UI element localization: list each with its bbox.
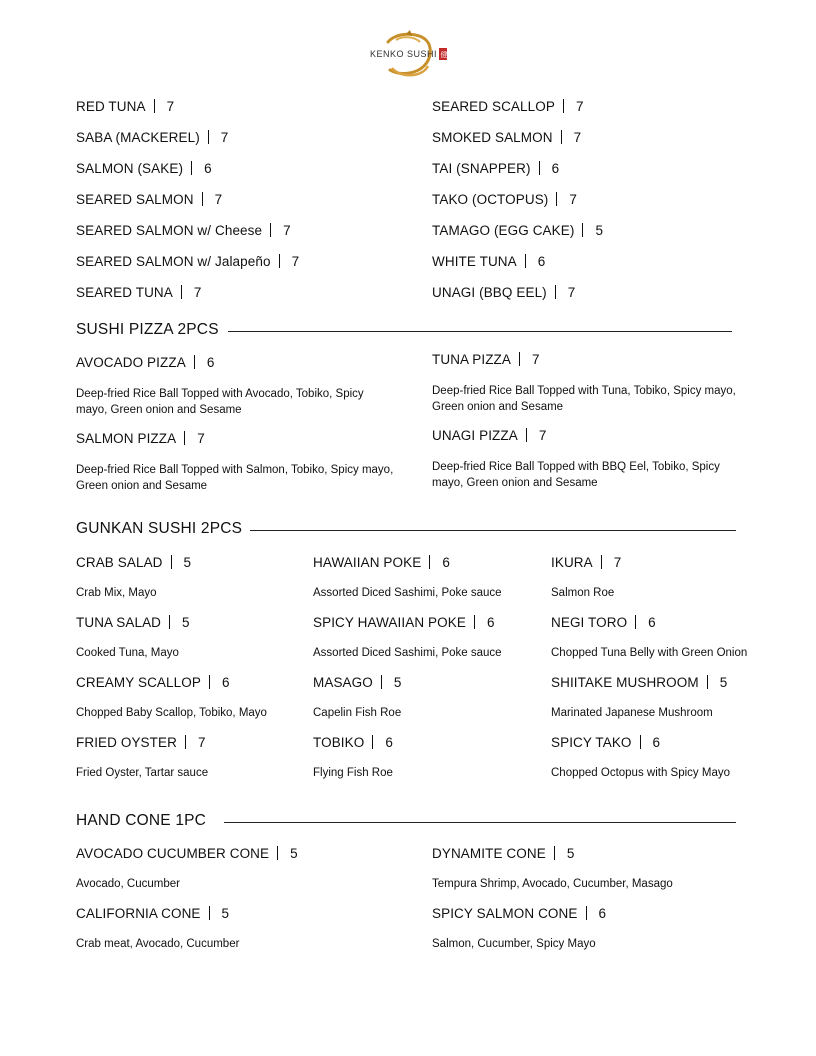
separator [563,99,564,113]
item-description: Chopped Tuna Belly with Green Onion [551,647,748,659]
item-name: SEARED SALMON w/ Jalapeño [76,254,271,269]
item-price: 6 [537,254,546,269]
item-name: SALMON PIZZA [76,431,177,446]
item-price: 5 [595,223,604,238]
item-name: CREAMY SCALLOP [76,675,201,690]
item-price: 7 [220,130,229,145]
menu-item [551,615,656,631]
kenko-sushi-logo [366,30,450,82]
menu-item [76,192,222,208]
item-price: 5 [393,675,402,690]
menu-item [551,735,660,751]
item-price: 6 [648,615,656,630]
menu-item [76,675,230,691]
item-price: 7 [283,223,291,238]
separator [181,285,182,299]
menu-item [76,285,201,301]
item-price: 7 [291,254,300,269]
item-name: RED TUNA [76,99,146,114]
item-description: Avocado, Cucumber [76,878,180,890]
menu-item [551,555,621,571]
separator [556,192,557,206]
menu-item [76,431,205,447]
item-price: 7 [166,99,175,114]
item-name: UNAGI PIZZA [432,428,518,443]
item-name: TOBIKO [313,735,365,750]
menu-item [432,428,546,444]
item-price: 7 [197,735,206,750]
separator [191,161,192,175]
separator [202,192,203,206]
item-price: 5 [290,846,298,861]
item-description: Capelin Fish Roe [313,707,402,719]
item-price: 7 [193,285,202,300]
separator [474,615,475,629]
item-name: HAWAIIAN POKE [313,555,422,570]
item-name: TUNA SALAD [76,615,162,630]
menu-item [313,675,401,691]
menu-item [76,99,174,115]
item-price: 7 [214,192,223,207]
menu-item [313,555,450,571]
separator [209,906,210,920]
menu-item [313,735,393,751]
item-name: IKURA [551,555,593,570]
separator [586,906,587,920]
separator [554,846,555,860]
item-price: 7 [573,130,582,145]
item-name: CALIFORNIA CONE [76,906,201,921]
item-price: 7 [575,99,584,114]
menu-item [432,846,574,862]
separator [372,735,373,749]
item-description: Cooked Tuna, Mayo [76,647,179,659]
item-price: 5 [183,555,192,570]
item-description: Chopped Octopus with Spicy Mayo [551,767,730,779]
item-description: Tempura Shrimp, Avocado, Cucumber, Masago [432,878,673,890]
menu-item [432,285,575,301]
item-description: Fried Oyster, Tartar sauce [76,767,209,779]
item-price: 5 [182,615,190,630]
item-name: TUNA PIZZA [432,352,512,367]
item-name: TAKO (OCTOPUS) [432,192,549,207]
menu-item [76,846,298,862]
item-name: MASAGO [313,675,373,690]
separator [169,615,170,629]
item-name: AVOCADO PIZZA [76,355,186,370]
separator [171,555,172,569]
separator [519,352,520,366]
item-price: 6 [442,555,450,570]
item-name: WHITE TUNA [432,254,517,269]
item-price: 7 [197,431,205,446]
menu-item [432,906,606,922]
menu-item [432,352,540,368]
section-title-hand-cone: HAND CONE 1PC [76,812,207,829]
menu-item [76,223,291,239]
menu-item [76,555,191,571]
menu-item [432,254,545,270]
separator [184,431,185,445]
item-description: Salmon Roe [551,587,615,599]
menu-item [76,615,190,631]
item-name: TAMAGO (EGG CAKE) [432,223,575,238]
item-description: Deep-fried Rice Ball Topped with Avocado, Tobiko, Spicy mayo, Green onion and Sesame [76,388,364,416]
item-name: NEGI TORO [551,615,628,630]
separator [539,161,540,175]
item-description: Chopped Baby Scallop, Tobiko, Mayo [76,707,267,719]
item-price: 6 [486,615,495,630]
item-description: Deep-fried Rice Ball Topped with Salmon, Tobiko, Spicy mayo, Green onion and Sesame [76,464,394,492]
menu-item [432,130,581,146]
menu-item [432,161,559,177]
item-description: Crab Mix, Mayo [76,587,157,599]
separator [640,735,641,749]
item-price: 6 [652,735,661,750]
menu-item [76,130,228,146]
item-name: SPICY SALMON CONE [432,906,578,921]
item-price: 6 [385,735,393,750]
menu-item [432,192,577,208]
section-divider [250,530,736,531]
item-name: UNAGI (BBQ EEL) [432,285,547,300]
svg-text:健: 健 [440,51,448,59]
item-name: SEARED TUNA [76,285,173,300]
item-description: Assorted Diced Sashimi, Poke sauce [313,647,502,659]
separator [208,130,209,144]
separator [270,223,271,237]
item-name: AVOCADO CUCUMBER CONE [76,846,270,861]
separator [279,254,280,268]
separator [154,99,155,113]
item-name: DYNAMITE CONE [432,846,546,861]
separator [277,846,278,860]
menu-item [76,735,206,751]
item-name: FRIED OYSTER [76,735,177,750]
menu-item [76,355,214,371]
item-name: TAI (SNAPPER) [432,161,531,176]
separator [194,355,195,369]
menu-item [76,254,299,270]
item-description: Crab meat, Avocado, Cucumber [76,938,240,950]
item-price: 6 [206,355,215,370]
separator [601,555,602,569]
item-price: 6 [221,675,230,690]
item-description: Flying Fish Roe [313,767,393,779]
item-name: SEARED SALMON w/ Cheese [76,223,263,238]
menu-item [432,99,584,115]
item-price: 5 [719,675,728,690]
separator [429,555,430,569]
separator [381,675,382,689]
section-divider [224,822,736,823]
menu-item [76,161,212,177]
item-description: Marinated Japanese Mushroom [551,707,713,719]
separator [582,223,583,237]
item-description: Salmon, Cucumber, Spicy Mayo [432,938,596,950]
item-name: SHIITAKE MUSHROOM [551,675,699,690]
item-price: 7 [567,285,576,300]
item-name: SMOKED SALMON [432,130,553,145]
menu-item [76,906,229,922]
separator [209,675,210,689]
section-divider [228,331,732,332]
dragon-logo-icon [366,30,450,82]
separator [525,254,526,268]
separator [635,615,636,629]
separator [561,130,562,144]
separator [526,428,527,442]
menu-item [313,615,495,631]
menu-item [551,675,727,691]
separator [185,735,186,749]
item-name: SEARED SALMON [76,192,194,207]
section-title-sushi-pizza: SUSHI PIZZA 2PCS [76,321,219,338]
item-price: 6 [551,161,560,176]
separator [707,675,708,689]
item-price: 7 [538,428,547,443]
section-title-gunkan: GUNKAN SUSHI 2PCS [76,520,243,537]
item-price: 5 [566,846,575,861]
item-price: 6 [204,161,212,176]
separator [555,285,556,299]
item-name: SABA (MACKEREL) [76,130,200,145]
item-description: Deep-fried Rice Ball Topped with BBQ Eel, Tobiko, Spicy mayo, Green onion and Sesame [432,461,720,489]
item-price: 7 [532,352,540,367]
item-price: 6 [598,906,607,921]
item-name: CRAB SALAD [76,555,163,570]
item-description: Assorted Diced Sashimi, Poke sauce [313,587,502,599]
item-name: SPICY TAKO [551,735,632,750]
item-name: SPICY HAWAIIAN POKE [313,615,466,630]
item-description: Deep-fried Rice Ball Topped with Tuna, Tobiko, Spicy mayo, Green onion and Sesame [432,385,736,413]
item-name: SEARED SCALLOP [432,99,555,114]
item-price: 7 [613,555,622,570]
menu-item [432,223,603,239]
svg-text:KENKO SUSHI: KENKO SUSHI [370,49,438,59]
item-name: SALMON (SAKE) [76,161,184,176]
item-price: 7 [569,192,578,207]
item-price: 5 [221,906,230,921]
